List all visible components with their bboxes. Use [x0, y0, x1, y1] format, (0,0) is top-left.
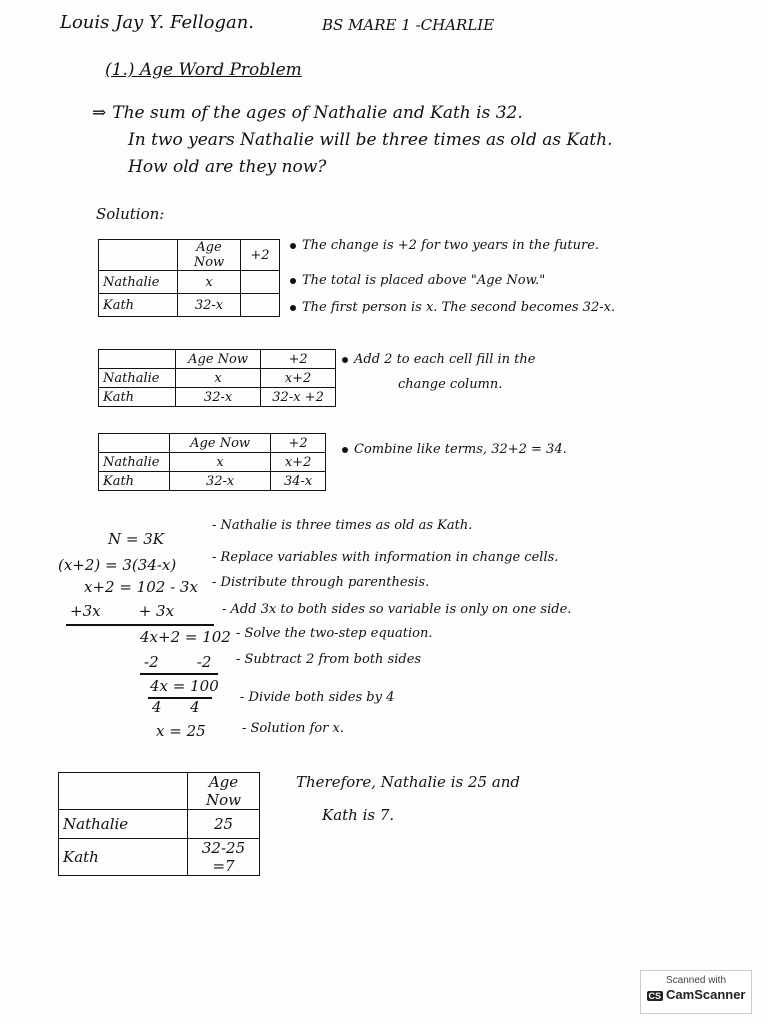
- step-desc: - Subtract 2 from both sides: [236, 652, 422, 667]
- table-cell: Age Now: [170, 434, 271, 453]
- divider-line: [140, 673, 218, 675]
- table-cell: Nathalie: [99, 369, 176, 388]
- step-eq: 4x = 100: [150, 677, 219, 695]
- problem-line-1: ⇒ The sum of the ages of Nathalie and Kath is 32.: [92, 103, 523, 123]
- note-1-3: The first person is x. The second becomes 32-x.: [290, 300, 615, 315]
- table-2-header-row: [99, 350, 336, 369]
- table-cell: [99, 434, 170, 453]
- table-cell: Kath: [99, 472, 170, 491]
- bullet-icon: [290, 278, 296, 284]
- table-cell: 32-x +2: [261, 388, 336, 407]
- table-2: [98, 349, 336, 407]
- watermark-brand: CS CamScanner: [648, 987, 746, 1002]
- watermark-text: Scanned with: [665, 975, 727, 986]
- table-cell: x+2: [271, 453, 326, 472]
- table-cell: 32-x: [176, 388, 261, 407]
- step-eq: -2 -2: [144, 653, 212, 671]
- bullet-icon: [290, 305, 296, 311]
- bullet-icon: [342, 357, 348, 363]
- camscanner-watermark: [640, 970, 752, 1014]
- problem-line-2: In two years Nathalie will be three times as old as Kath.: [128, 130, 613, 150]
- bullet-icon: [342, 447, 348, 453]
- table-row: [99, 453, 326, 472]
- bullet-icon: [290, 243, 296, 249]
- table-cell: x: [178, 271, 241, 294]
- table-row: [59, 810, 260, 839]
- table-cell: 32-x: [178, 294, 241, 317]
- step-desc: - Add 3x to both sides so variable is only on one side.: [222, 602, 572, 617]
- table-cell: x: [176, 369, 261, 388]
- note-1-2: The total is placed above "Age Now.": [290, 273, 545, 288]
- table-cell: Age Now: [176, 350, 261, 369]
- final-table: [58, 772, 260, 876]
- table-row: [99, 294, 280, 317]
- table-cell: Kath: [59, 839, 188, 876]
- table-cell: 32-25 =7: [188, 839, 260, 876]
- table-cell: 32-x: [170, 472, 271, 491]
- solution-label: Solution:: [96, 205, 165, 223]
- table-row: [59, 839, 260, 876]
- table-1-header-row: [99, 240, 280, 271]
- table-cell: Nathalie: [99, 271, 178, 294]
- step-eq: x = 25: [156, 722, 206, 740]
- conclusion-line-1: Therefore, Nathalie is 25 and: [296, 773, 521, 791]
- table-cell: +2: [241, 240, 280, 271]
- table-cell: [99, 240, 178, 271]
- table-cell: +2: [271, 434, 326, 453]
- table-cell: Age Now: [188, 773, 260, 810]
- section-label: BS MARE 1 -CHARLIE: [322, 16, 495, 34]
- table-row: [99, 369, 336, 388]
- problem-heading: (1.) Age Word Problem: [105, 60, 302, 80]
- table-row: [99, 472, 326, 491]
- camscanner-logo-icon: CS: [648, 990, 662, 1001]
- step-desc: - Nathalie is three times as old as Kath.: [212, 518, 473, 533]
- table-row: [99, 271, 280, 294]
- step-desc: - Divide both sides by 4: [240, 690, 395, 705]
- table-row: [99, 388, 336, 407]
- student-name: Louis Jay Y. Fellogan.: [60, 12, 255, 33]
- step-eq: N = 3K: [108, 530, 164, 548]
- table-cell: Nathalie: [99, 453, 170, 472]
- table-cell: [59, 773, 188, 810]
- step-eq: 4x+2 = 102: [140, 628, 231, 646]
- table-cell: Nathalie: [59, 810, 188, 839]
- conclusion-line-2: Kath is 7.: [322, 806, 395, 824]
- step-desc: - Solution for x.: [242, 721, 344, 736]
- step-desc: - Solve the two-step equation.: [236, 626, 433, 641]
- step-eq: +3x + 3x: [70, 602, 175, 620]
- arrow-icon: ⇒: [92, 103, 107, 123]
- table-cell: x: [170, 453, 271, 472]
- table-cell: +2: [261, 350, 336, 369]
- table-cell: Age Now: [178, 240, 241, 271]
- table-cell: 34-x: [271, 472, 326, 491]
- divider-line: [66, 624, 214, 626]
- table-3: [98, 433, 326, 491]
- step-eq: (x+2) = 3(34-x): [58, 556, 177, 574]
- step-desc: - Distribute through parenthesis.: [212, 575, 430, 590]
- table-1: [98, 239, 280, 317]
- table-cell: Kath: [99, 388, 176, 407]
- step-desc: - Replace variables with information in change cells.: [212, 550, 559, 565]
- table-cell: 25: [188, 810, 260, 839]
- step-eq: 4 4: [152, 698, 200, 716]
- table-cell: [241, 294, 280, 317]
- table-cell: Kath: [99, 294, 178, 317]
- note-2-2: change column.: [398, 377, 503, 392]
- note-1-1: The change is +2 for two years in the future.: [290, 238, 599, 253]
- table-cell: [241, 271, 280, 294]
- note-2-1: Add 2 to each cell fill in the: [342, 352, 535, 367]
- problem-line-3: How old are they now?: [128, 157, 327, 177]
- table-3-header-row: [99, 434, 326, 453]
- final-table-header-row: [59, 773, 260, 810]
- table-cell: [99, 350, 176, 369]
- step-eq: x+2 = 102 - 3x: [84, 578, 198, 596]
- table-cell: x+2: [261, 369, 336, 388]
- note-3-1: Combine like terms, 32+2 = 34.: [342, 442, 567, 457]
